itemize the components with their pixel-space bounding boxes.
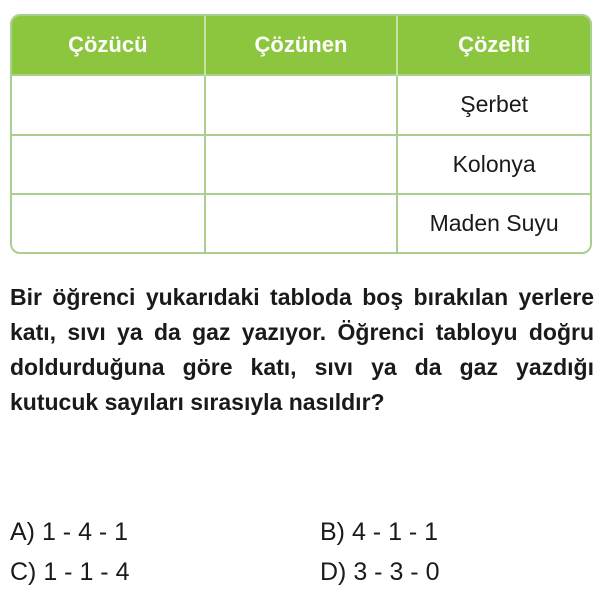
- table-row: [12, 75, 590, 135]
- table-row: [12, 135, 590, 195]
- option-c[interactable]: C) 1 - 1 - 4: [10, 558, 130, 586]
- table-row: [12, 194, 590, 252]
- solution-table-container: [10, 14, 592, 254]
- cell-solvent-empty: [12, 75, 205, 135]
- option-a[interactable]: A) 1 - 4 - 1: [10, 518, 129, 546]
- cell-solution: Şerbet: [397, 75, 590, 135]
- option-b[interactable]: B) 4 - 1 - 1: [320, 518, 439, 546]
- cell-solvent-empty: [12, 135, 205, 195]
- header-solvent: Çözücü: [12, 16, 205, 75]
- cell-solute-empty: [205, 75, 398, 135]
- cell-solution: Maden Suyu: [397, 194, 590, 252]
- cell-solution: Kolonya: [397, 135, 590, 195]
- header-solution: Çözelti: [397, 16, 590, 75]
- question-text: Bir öğrenci yukarıdaki tabloda boş bırakılan yerlere katı, sıvı ya da gaz yazıyor. Öğrenci tabloyu doğru doldurduğuna göre katı, sıvı ya da gaz yazdığı kutucuk sayıları sırasıyla nasıldır?: [10, 284, 594, 415]
- cell-solute-empty: [205, 135, 398, 195]
- table-header-row: [12, 16, 590, 75]
- cell-solute-empty: [205, 194, 398, 252]
- cell-solvent-empty: [12, 194, 205, 252]
- header-solute: Çözünen: [205, 16, 398, 75]
- option-d[interactable]: D) 3 - 3 - 0: [320, 558, 440, 586]
- solution-table: [12, 16, 590, 252]
